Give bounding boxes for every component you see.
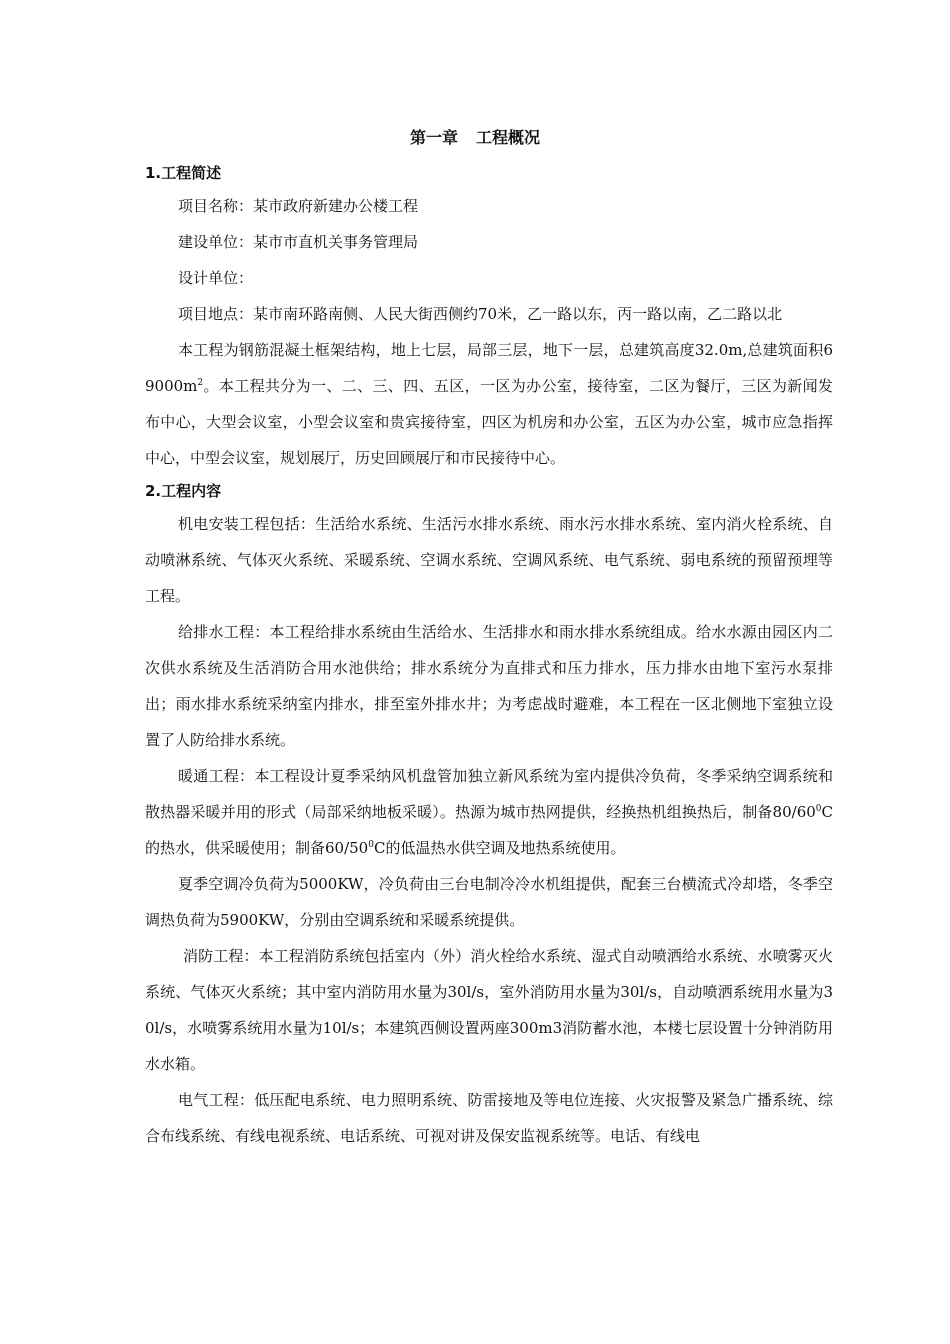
- cooling-load-paragraph: 夏季空调冷负荷为5000KW，冷负荷由三台电制冷冷水机组提供，配套三台横流式冷却塔，冬季空调热负荷为5900KW，分别由空调系统和采暖系统提供。: [145, 875, 833, 929]
- chapter-title: [0, 126, 950, 150]
- client-line: [145, 224, 833, 260]
- mep-paragraph: 机电安装工程包括：生活给水系统、生活污水排水系统、雨水污水排水系统、室内消火栓系统、自动喷淋系统、气体灭火系统、采暖系统、空调水系统、空调风系统、电气系统、弱电系统的预留预埋等工程。: [145, 515, 833, 605]
- designer-label: 设计单位：: [178, 269, 254, 287]
- chapter-number: 第一章: [409, 128, 458, 147]
- client-value: 某市市直机关事务管理局: [253, 233, 419, 251]
- hvac-paragraph: [145, 758, 833, 866]
- structure-text-continued: 。本工程共分为一、二、三、四、五区，一区为办公室，接待室，二区为餐厅，三区为新闻发布中心，大型会议室，小型会议室和贵宾接待室，四区为机房和办公室，五区为办公室，城市应急指挥中心，中型会议室，规划展厅，历史回顾展厅和市民接待中心。: [145, 377, 833, 467]
- project-name-value: 某市政府新建办公楼工程: [253, 197, 419, 215]
- fire-protection-paragraph: 消防工程：本工程消防系统包括室内（外）消火栓给水系统、湿式自动喷洒给水系统、水喷雾灭火系统、气体灭火系统；其中室内消防用水量为30l/s，室外消防用水量为30l/s，自动喷洒系统用水量为30l/s，水喷雾系统用水量为10l/s；本建筑西侧设置两座300m3消防蓄水池，本楼七层设置十分钟消防用水水箱。: [145, 947, 833, 1073]
- section-heading-overview: 1.工程简述: [145, 164, 222, 182]
- project-name-label: 项目名称：: [178, 197, 254, 215]
- section-heading-scope: 2.工程内容: [145, 482, 222, 500]
- document-body: [145, 158, 833, 1154]
- hvac-text-end: C的低温热水供空调及地热系统使用。: [373, 839, 626, 857]
- project-name-line: [145, 188, 833, 224]
- designer-line: [145, 260, 833, 296]
- degree-superscript: 0: [815, 804, 822, 814]
- location-label: 项目地点：: [178, 305, 254, 323]
- hvac-text-middle: C的热水，供采暖使用；制备60/50: [145, 803, 833, 857]
- hvac-text: 暖通工程：本工程设计夏季采纳风机盘管加独立新风系统为室内提供冷负荷，冬季采纳空调系统和散热器采暖并用的形式（局部采纳地板采暖）。热源为城市热网提供，经换热机组换热后，制备80/60: [145, 767, 833, 821]
- location-line: [145, 296, 833, 332]
- client-label: 建设单位：: [178, 233, 254, 251]
- degree-superscript: 0: [368, 840, 374, 850]
- plumbing-paragraph: 给排水工程：本工程给排水系统由生活给水、生活排水和雨水排水系统组成。给水水源由园区内二次供水系统及生活消防合用水池供给；排水系统分为直排式和压力排水，压力排水由地下室污水泵排出；雨水排水系统采纳室内排水，排至室外排水井；为考虑战时避难，本工程在一区北侧地下室独立设置了人防给排水系统。: [145, 623, 833, 749]
- structure-paragraph: [145, 332, 833, 476]
- structure-text: 本工程为钢筋混凝土框架结构，地上七层，局部三层，地下一层，总建筑高度32.0m,总建筑面积69000m: [145, 341, 833, 395]
- chapter-name: 工程概况: [476, 128, 541, 147]
- area-unit-superscript: 2: [197, 378, 204, 388]
- location-value: 某市南环路南侧、人民大街西侧约70米，乙一路以东，丙一路以南，乙二路以北: [253, 305, 783, 323]
- electrical-paragraph: 电气工程：低压配电系统、电力照明系统、防雷接地及等电位连接、火灾报警及紧急广播系统、综合布线系统、有线电视系统、电话系统、可视对讲及保安监视系统等。电话、有线电: [145, 1091, 833, 1145]
